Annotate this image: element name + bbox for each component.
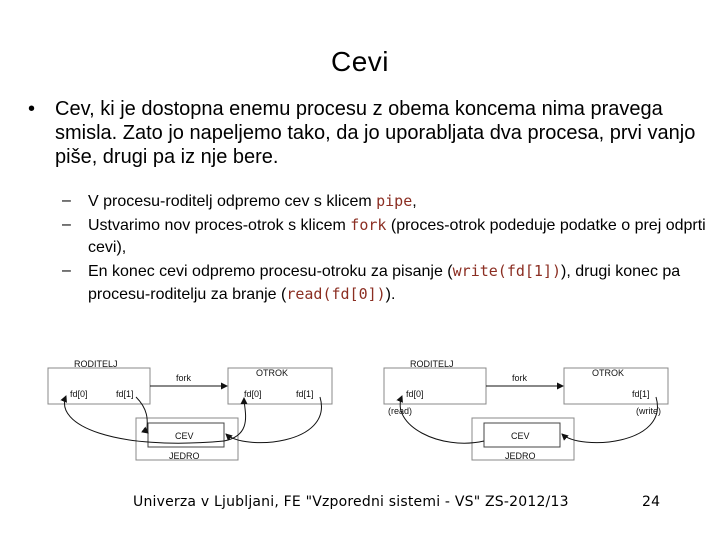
code-read: read(fd[0]) xyxy=(286,285,386,303)
fd1-label: fd[1] xyxy=(116,389,134,399)
sub-bullet-ends xyxy=(62,260,712,307)
dash-marker: – xyxy=(62,192,71,209)
parent-label: RODITELJ xyxy=(74,359,118,369)
fd0-label: fd[0] xyxy=(70,389,88,399)
sub-text: ), drugi konec pa procesu-roditelju za branje ( xyxy=(88,262,681,303)
sub-bullet-fork xyxy=(62,214,712,260)
read-arrow-parent xyxy=(400,396,484,443)
fd1-child-label: fd[1] xyxy=(632,389,650,399)
bullet-text: Cev, ki je dostopna enemu procesu z obema koncema nima pravega smisla. Zato jo napeljemo tako, da jo uporabljata dva procesa, prvi vanjo piše, drugi pa iz nje bere. xyxy=(55,98,696,168)
sub-bullet-pipe xyxy=(62,190,712,214)
child-label: OTROK xyxy=(592,368,625,378)
write-arrow-parent xyxy=(136,397,148,433)
parent-box xyxy=(48,368,150,404)
footer-course: Univerza v Ljubljani, FE "Vzporedni sistemi - VS" ZS-2012/13 xyxy=(133,494,569,510)
dash-marker: – xyxy=(62,261,71,279)
kernel-label: JEDRO xyxy=(169,451,200,461)
code-write: write(fd[1]) xyxy=(452,261,562,280)
bullet-marker: • xyxy=(28,98,36,120)
slide-title: Cevi xyxy=(330,46,389,77)
fork-label: fork xyxy=(512,373,528,383)
sub-text: ). xyxy=(385,286,396,303)
parent-label: RODITELJ xyxy=(410,359,454,369)
read-arrow-parent xyxy=(64,396,224,443)
sub-bullet-list xyxy=(62,190,712,307)
pipe-label: CEV xyxy=(175,431,194,441)
page-number: 24 xyxy=(642,494,661,510)
child-label: OTROK xyxy=(256,368,289,378)
fd0-label: fd[0] xyxy=(406,389,424,399)
parent-box xyxy=(384,368,486,404)
dash-marker: – xyxy=(62,215,71,233)
code-pipe: pipe xyxy=(376,192,413,210)
fd0-child-label: fd[0] xyxy=(244,389,262,399)
pipe-diagram-right xyxy=(380,355,680,467)
read-label: (read) xyxy=(388,406,413,416)
main-bullet xyxy=(28,97,708,169)
sub-text: En konec cevi odpremo procesu-otroku za pisanje ( xyxy=(88,262,453,280)
kernel-label: JEDRO xyxy=(505,451,536,461)
pipe-label: CEV xyxy=(511,431,530,441)
code-fork: fork xyxy=(350,215,387,234)
fork-label: fork xyxy=(176,373,192,383)
write-label: (write) xyxy=(636,406,661,416)
fd1-child-label: fd[1] xyxy=(296,389,314,399)
sub-text: V procesu-roditelj odpremo cev s klicem xyxy=(88,193,377,210)
pipe-diagram-left xyxy=(44,355,344,467)
sub-text: (proces-otrok podeduje podatke o prej odprti cevi), xyxy=(88,216,706,256)
sub-text: , xyxy=(412,193,417,210)
sub-text: Ustvarimo nov proces-otrok s klicem xyxy=(88,216,351,234)
